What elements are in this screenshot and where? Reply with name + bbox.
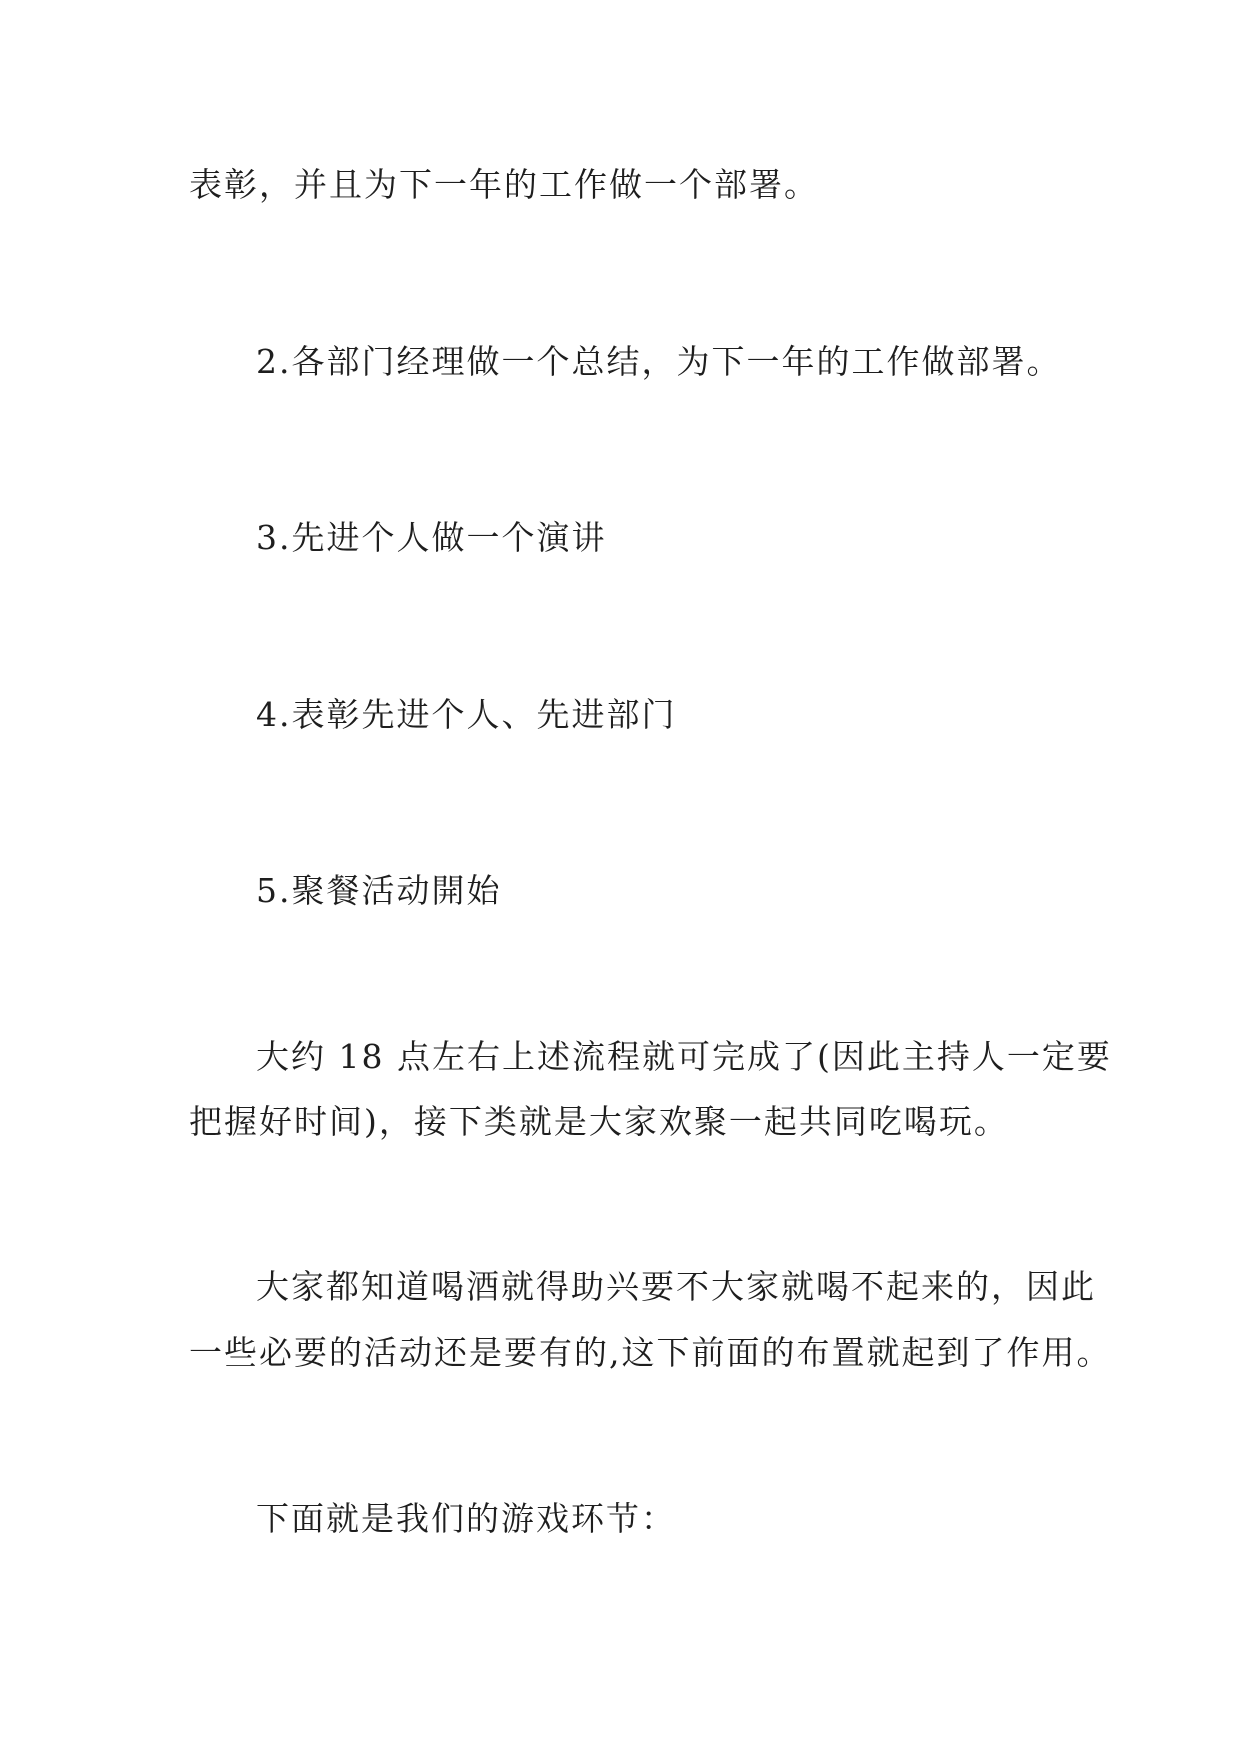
paragraph-6-line-2: 把握好时间)，接下类就是大家欢聚一起共同吃喝玩。 [189, 1102, 1009, 1141]
paragraph-8-line-1: 下面就是我们的游戏环节： [256, 1499, 676, 1538]
paragraph-6-line-1: 大约 18 点左右上述流程就可完成了(因此主持人一定要 [256, 1037, 1112, 1076]
paragraph-4-line-1: 4.表彰先进个人、先进部门 [256, 695, 677, 734]
paragraph-5-line-1: 5.聚餐活动開始 [256, 871, 502, 910]
paragraph-1-line-1: 表彰，并且为下一年的工作做一个部署。 [189, 165, 819, 204]
paragraph-3-line-1: 3.先进个人做一个演讲 [256, 518, 607, 557]
paragraph-7-line-1: 大家都知道喝酒就得助兴要不大家就喝不起来的，因此 [256, 1267, 1096, 1306]
paragraph-7-line-2: 一些必要的活动还是要有的,这下前面的布置就起到了作用。 [189, 1333, 1112, 1372]
paragraph-2-line-1: 2.各部门经理做一个总结，为下一年的工作做部署。 [256, 342, 1062, 381]
